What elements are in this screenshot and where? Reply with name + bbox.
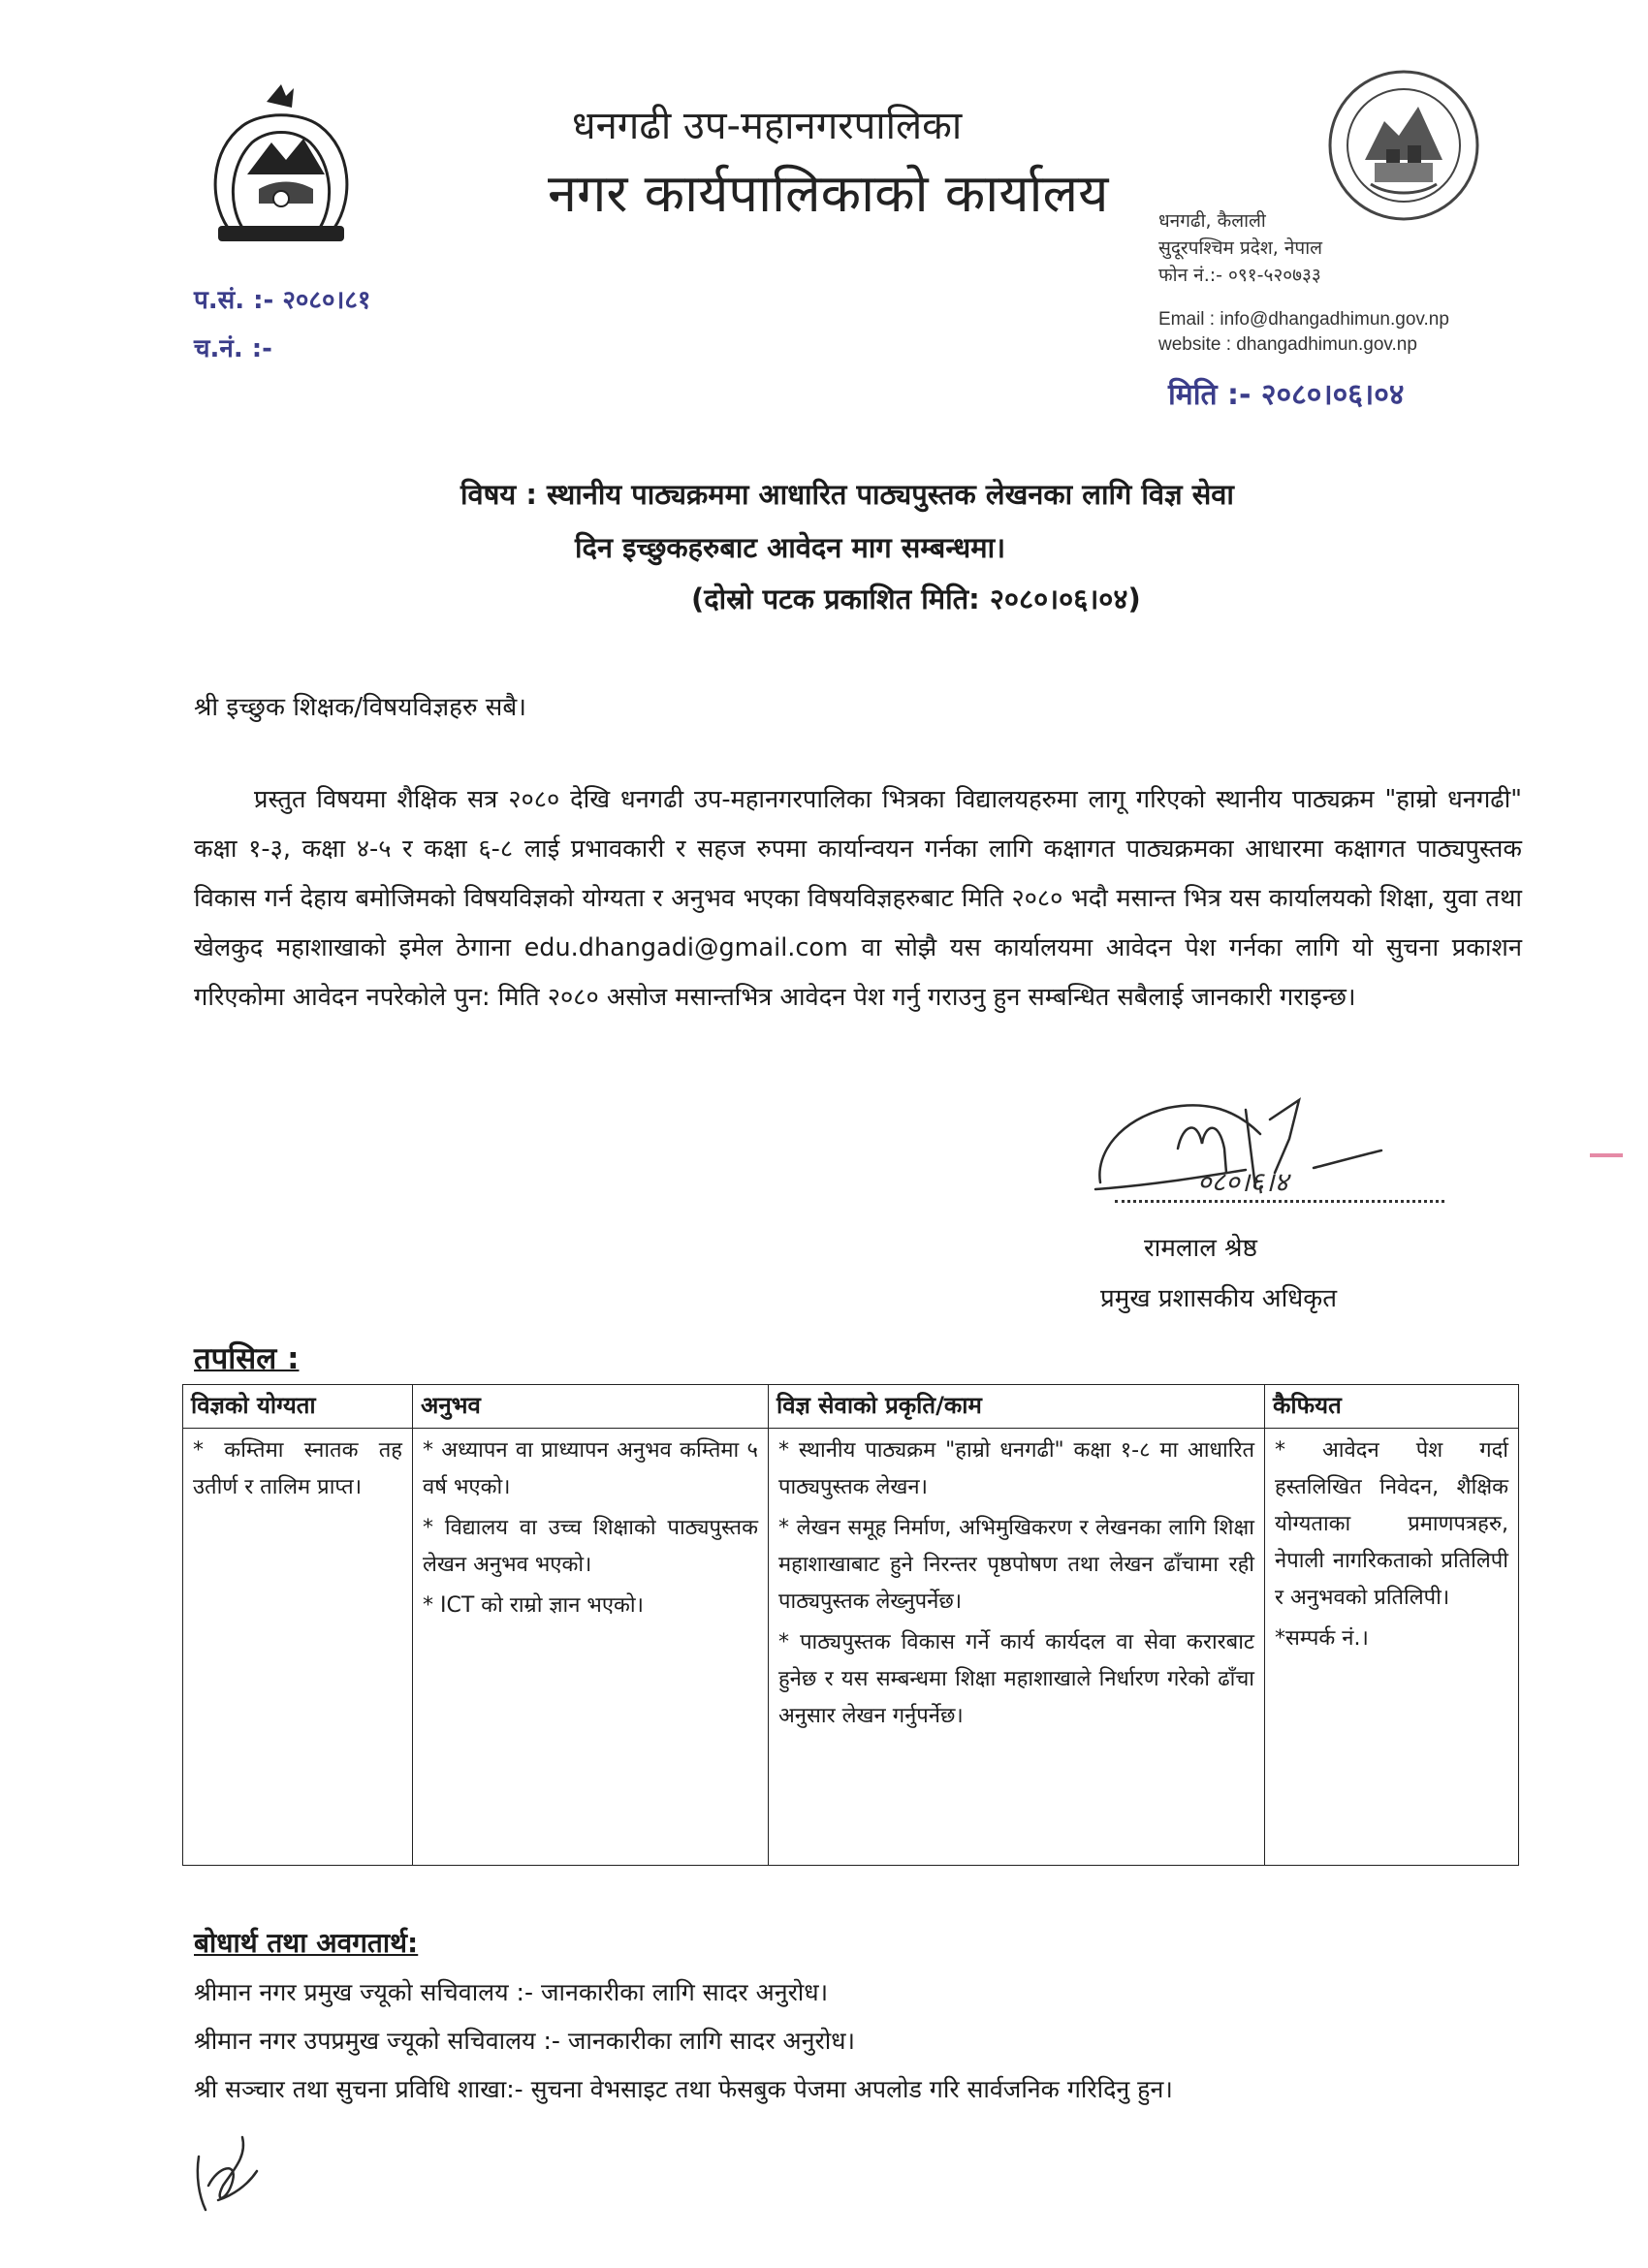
tapsil-heading: तपसिल : bbox=[194, 1341, 300, 1376]
table-cell-item: * कम्तिमा स्नातक तह उतीर्ण र तालिम प्राप्त। bbox=[193, 1438, 402, 1499]
table-cell-item: * स्थानीय पाठ्यक्रम "हाम्रो धनगढी" कक्षा १-८ मा आधारित पाठ्यपुस्तक लेखन। bbox=[778, 1438, 1254, 1499]
table-cell-item: * ICT को राम्रो ज्ञान भएको। bbox=[423, 1593, 644, 1618]
cc-line-it-section: श्री सञ्चार तथा सुचना प्रविधि शाखा:- सुचना वेभसाइट तथा फेसबुक पेजमा अपलोड गरि सार्वजनिक गरिदिनु हुन। bbox=[194, 2075, 1173, 2103]
header-experience: अनुभव bbox=[413, 1385, 769, 1429]
initial-signature bbox=[184, 2118, 271, 2224]
header-qualification: विज्ञको योग्यता bbox=[183, 1385, 413, 1429]
municipality-seal-logo bbox=[1326, 68, 1481, 223]
margin-mark bbox=[1590, 1153, 1623, 1157]
address-city: धनगढी, कैलाली bbox=[1158, 210, 1266, 232]
table-cell-item: *सम्पर्क नं.। bbox=[1275, 1626, 1369, 1651]
signature-dotted-line bbox=[1115, 1200, 1444, 1203]
table-cell-item: * विद्यालय वा उच्च शिक्षाको पाठ्यपुस्तक लेखन अनुभव भएको। bbox=[423, 1516, 758, 1577]
cell-remarks bbox=[1265, 1429, 1519, 1866]
cc-heading: बोधार्थ तथा अवगतार्थ: bbox=[194, 1927, 419, 1959]
officer-title: प्रमुख प्रशासकीय अधिकृत bbox=[1100, 1284, 1338, 1313]
salutation: श्री इच्छुक शिक्षक/विषयविज्ञहरु सबै। bbox=[194, 693, 527, 722]
body-paragraph: प्रस्तुत विषयमा शैक्षिक सत्र २०८० देखि धनगढी उप-महानगरपालिका भित्रका विद्यालयहरुमा लागू गरिएको स्थानीय पाठ्यक्रम "हाम्रो धनगढी" कक्षा १-३, कक्षा ४-५ र कक्षा ६-८ लाई प्रभावकारी र सहज रुपमा कार्यान्वयन गर्नका लागि कक्षागत पाठ्यक्रमका आधारमा कक्षागत पाठ्यपुस्तक विकास गर्न देहाय बमोजिमको विषयविज्ञको योग्यता र अनुभव भएका विषयविज्ञहरुबाट मिति २०८० भदौ मसान्त भित्र यस कार्यालयको शिक्षा, युवा तथा खेलकुद महाशाखाको इमेल ठेगाना edu.dhangadi@gmail.com वा सोझै यस कार्यालयमा आवेदन पेश गर्नका लागि यो सुचना प्रकाशन गरिएकोमा आवेदन नपरेकोले पुन: मिति २०८० असोज मसान्तभित्र आवेदन पेश गर्नु गराउनु हुन सम्बन्धित सबैलाई जानकारी गराइन्छ। bbox=[194, 785, 1522, 1012]
letter-date: मिति :- २०८०।०६।०४ bbox=[1168, 378, 1405, 412]
address-province: सुदूरपश्चिम प्रदेश, नेपाल bbox=[1158, 237, 1322, 259]
table-cell-item: * आवेदन पेश गर्दा हस्तलिखित निवेदन, शैक्षिक योग्यताका प्रमाणपत्रहरु, नेपाली नागरिकताको प्रतिलिपी र अनुभवको प्रतिलिपी। bbox=[1275, 1438, 1508, 1610]
office-name: नगर कार्यपालिकाको कार्यालय bbox=[548, 163, 1109, 224]
cell-experience bbox=[413, 1429, 769, 1866]
subject-line-2: दिन इच्छुकहरुबाट आवेदन माग सम्बन्धमा। bbox=[575, 531, 1006, 564]
website-address: website : dhangadhimun.gov.np bbox=[1158, 334, 1417, 355]
header-remarks: कैफियत bbox=[1265, 1385, 1519, 1429]
details-table bbox=[182, 1384, 1519, 1866]
table-cell-item: * पाठ्यपुस्तक विकास गर्ने कार्य कार्यदल वा सेवा करारबाट हुनेछ र यस सम्बन्धमा शिक्षा महाशाखाले निर्धारण गरेको ढाँचा अनुसार लेखन गर्नुपर्नेछ। bbox=[778, 1630, 1254, 1728]
subject-line-1: विषय : स्थानीय पाठ्यक्रममा आधारित पाठ्यपुस्तक लेखनका लागि विज्ञ सेवा bbox=[460, 478, 1234, 511]
signature-date: ०८०।६।४ bbox=[1197, 1166, 1289, 1198]
table-cell-item: * लेखन समूह निर्माण, अभिमुखिकरण र लेखनका लागि शिक्षा महाशाखाबाट हुने निरन्तर पृष्ठपोषण तथा लेखन ढाँचामा रही पाठ्यपुस्तक लेख्नुपर्नेछ। bbox=[778, 1516, 1254, 1614]
officer-name: रामलाल श्रेष्ठ bbox=[1144, 1234, 1257, 1263]
email-address: Email : info@dhangadhimun.gov.np bbox=[1158, 309, 1449, 330]
cc-line-deputy-mayor: श्रीमान नगर उपप्रमुख ज्यूको सचिवालय :- जानकारीका लागि सादर अनुरोध। bbox=[194, 2027, 856, 2055]
patra-sankhya: प.सं. :- २०८०।८१ bbox=[194, 286, 371, 315]
cell-qualification bbox=[183, 1429, 413, 1866]
officer-signature bbox=[1091, 1081, 1459, 1226]
subject-line-3: (दोस्रो पटक प्रकाशित मिति: २०८०।०६।०४) bbox=[691, 583, 1141, 615]
nepal-emblem-logo bbox=[189, 82, 373, 257]
cc-line-mayor: श्रीमान नगर प्रमुख ज्यूको सचिवालय :- जानकारीका लागि सादर अनुरोध। bbox=[194, 1978, 829, 2006]
cell-service-nature bbox=[769, 1429, 1265, 1866]
table-cell-item: * अध्यापन वा प्राध्यापन अनुभव कम्तिमा ५ वर्ष भएको। bbox=[423, 1438, 758, 1499]
phone-number: फोन नं.:- ०९१-५२०७३३ bbox=[1158, 265, 1321, 286]
municipality-name: धनगढी उप-महानगरपालिका bbox=[572, 104, 963, 148]
header-service-nature: विज्ञ सेवाको प्रकृति/काम bbox=[769, 1385, 1265, 1429]
chalani-number: च.नं. :- bbox=[194, 334, 272, 363]
